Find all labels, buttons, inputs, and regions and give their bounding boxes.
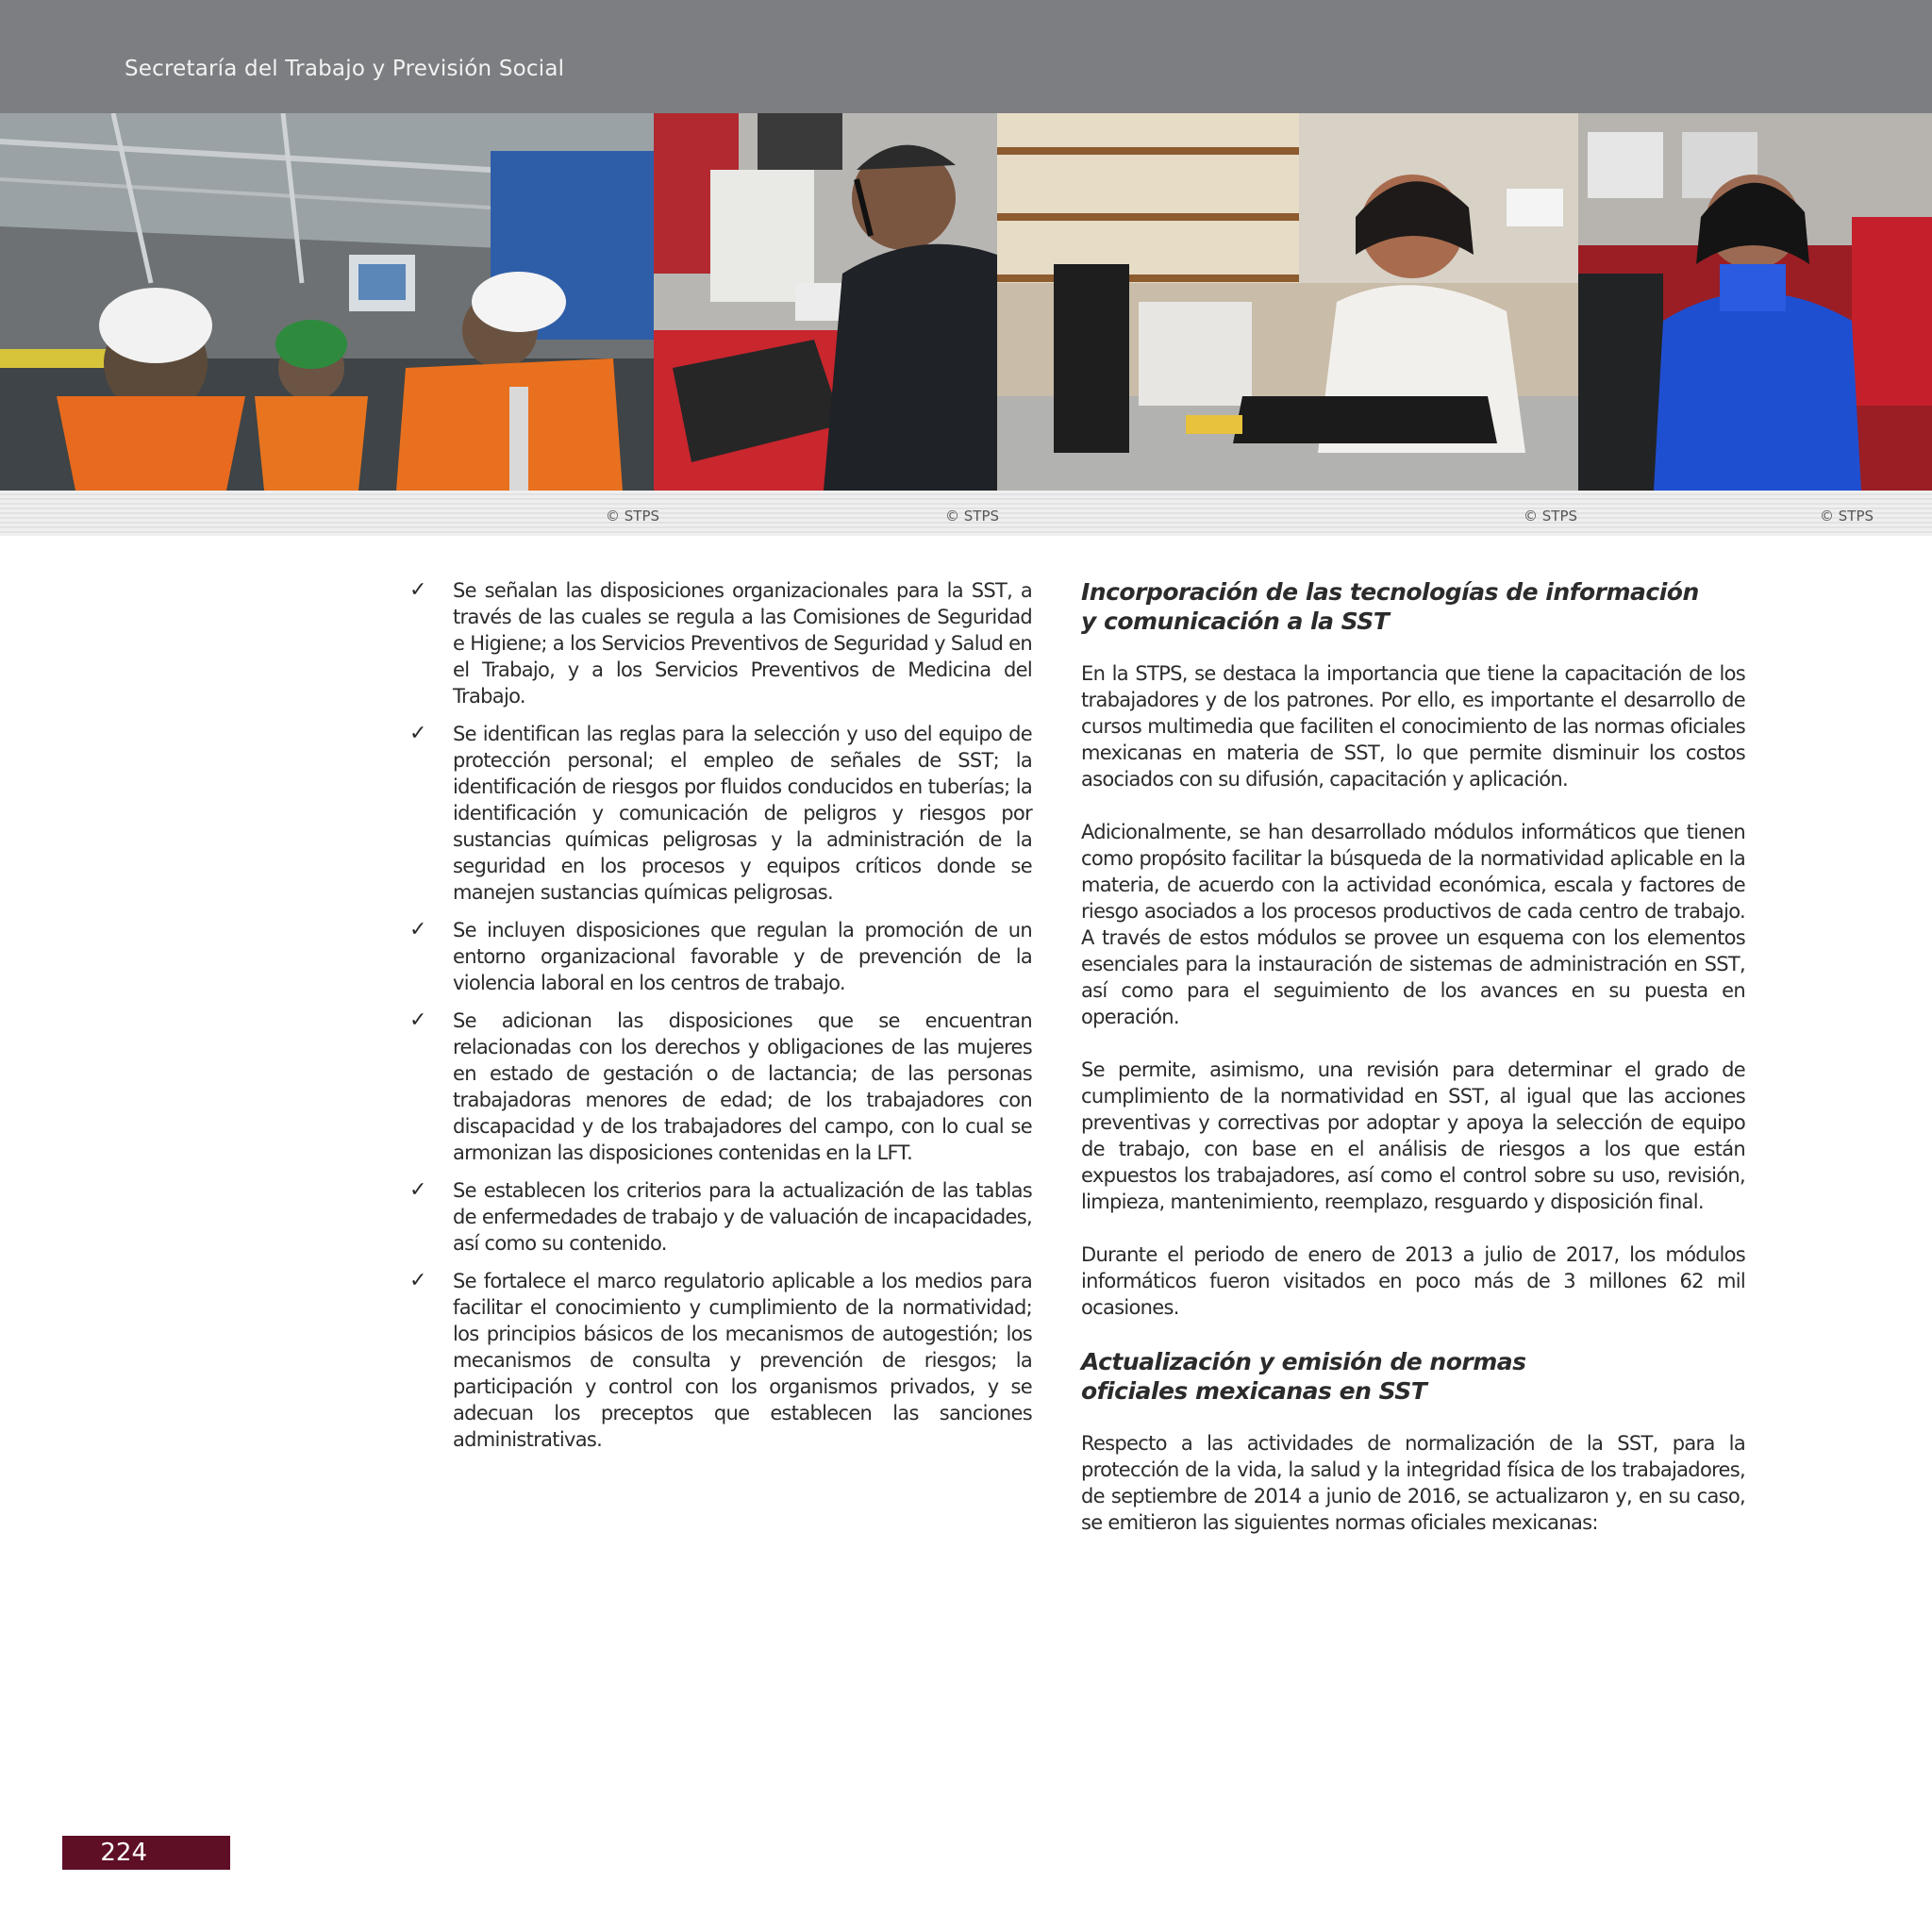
check-mark-icon: ✓ (409, 918, 427, 941)
photo-workers-hardhats-image (0, 113, 654, 491)
check-mark-icon: ✓ (409, 1269, 427, 1292)
photo-woman-desk-image (997, 113, 1578, 491)
checklist-item (409, 1177, 1032, 1257)
photo-strip (0, 113, 1932, 491)
photo-workers-hardhats (0, 113, 654, 491)
photo-man-headset-image (654, 113, 997, 491)
checklist-item-text: Se establecen los criterios para la actualización de las tablas de enfermedades de trabajo y de valuación de incapacidades, así como su contenido. (453, 1179, 1032, 1255)
paragraph: Se permite, asimismo, una revisión para determinar el grado de cumplimiento de la normatividad en SST, al igual que las acciones preventivas y correctivas por adoptar y apoya la selección de equipo de trabajo, con base en el análisis de riesgos a los que están expuestos los trabajadores, así como el control sobre su uso, revisión, limpieza, mantenimiento, reemplazo, resguardo y disposición final. (1081, 1058, 1745, 1213)
photo-woman-desk (997, 113, 1578, 491)
checklist-item-text: Se incluyen disposiciones que regulan la promoción de un entorno organizacional favorable y de prevención de la violencia laboral en los centros de trabajo. (453, 919, 1032, 994)
photo-credit-1: © STPS (606, 508, 660, 525)
check-mark-icon: ✓ (409, 722, 427, 745)
photo-woman-blue (1578, 113, 1932, 491)
section-heading-norms-line1: Actualización y emisión de normas (1081, 1348, 1526, 1375)
page-number: 224 (100, 1839, 147, 1867)
header-title: Secretaría del Trabajo y Previsión Social (125, 57, 565, 81)
checklist-item (409, 1268, 1032, 1453)
photo-credit-3: © STPS (1524, 508, 1578, 525)
page-number-box (62, 1836, 230, 1870)
checklist-item (409, 1008, 1032, 1166)
checklist-item-text: Se identifican las reglas para la selección y uso del equipo de protección personal; el empleo de señales de SST; la identificación de riesgos por fluidos conducidos en tuberías; la identificación y comunicación de peligros y riesgos por sustancias químicas peligrosas y la administración de la seguridad en los procesos y equipos críticos donde se manejen sustancias químicas peligrosas. (453, 723, 1032, 904)
checklist-item (409, 917, 1032, 996)
photo-man-headset (654, 113, 997, 491)
section-heading-ict-line1: Incorporación de las tecnologías de información (1081, 578, 1699, 606)
photo-woman-blue-image (1578, 113, 1932, 491)
check-mark-icon: ✓ (409, 578, 427, 602)
section-heading-norms (1081, 1347, 1745, 1406)
photo-credit-4: © STPS (1820, 508, 1874, 525)
section-heading-ict (1081, 577, 1745, 636)
section-heading-ict-line2: y comunicación a la SST (1081, 608, 1390, 635)
paragraph: En la STPS, se destaca la importancia que tiene la capacitación de los trabajadores y de los patrones. Por ello, es importante el desarrollo de cursos multimedia que faciliten el conocimiento de las normas oficiales mexicanas en materia de SST, lo que permite disminuir los costos asociados con su difusión, capacitación y aplicación. (1081, 662, 1745, 791)
paragraph: Adicionalmente, se han desarrollado módulos informáticos que tienen como propósito facilitar la búsqueda de la normatividad aplicable en la materia, de acuerdo con la actividad económica, escala y factores de riesgo asociados a los procesos productivos de cada centro de trabajo. A través de estos módulos se provee un esquema con los elementos esenciales para la instauración de sistemas de administración en SST, así como para el seguimiento de los avances en su puesta en operación. (1081, 821, 1745, 1028)
paragraph: Durante el periodo de enero de 2013 a julio de 2017, los módulos informáticos fueron visitados en poco más de 3 millones 62 mil ocasiones. (1081, 1243, 1745, 1319)
check-mark-icon: ✓ (409, 1178, 427, 1202)
right-column (1081, 577, 1745, 1536)
paragraph: Respecto a las actividades de normalización de la SST, para la protección de la vida, la salud y la integridad física de los trabajadores, de septiembre de 2014 a junio de 2016, se actualizaron y, en su caso, se emitieron las siguientes normas oficiales mexicanas: (1081, 1432, 1745, 1534)
checklist (409, 577, 1032, 1464)
photo-credit-2: © STPS (945, 508, 1000, 525)
section-heading-norms-line2: oficiales mexicanas en SST (1081, 1377, 1427, 1405)
checklist-item (409, 577, 1032, 709)
checklist-item-text: Se fortalece el marco regulatorio aplicable a los medios para facilitar el conocimiento y cumplimiento de la normatividad; los principios básicos de los mecanismos de autogestión; los mecanismos de consulta y prevención de riesgos; la participación y control con los organismos privados, y se adecuan los preceptos que establecen las sanciones administrativas. (453, 1270, 1032, 1451)
check-mark-icon: ✓ (409, 1008, 427, 1032)
checklist-item-text: Se adicionan las disposiciones que se encuentran relacionadas con los derechos y obligaciones de las mujeres en estado de gestación o de lactancia; de las personas trabajadoras menores de edad; de los trabajadores con discapacidad y de los trabajadores del campo, con lo cual se armonizan las disposiciones contenidas en la LFT. (453, 1009, 1032, 1164)
checklist-item-text: Se señalan las disposiciones organizacionales para la SST, a través de las cuales se regula a las Comisiones de Seguridad e Higiene; a los Servicios Preventivos de Seguridad y Salud en el Trabajo, y a los Servicios Preventivos de Medicina del Trabajo. (453, 579, 1032, 708)
checklist-item (409, 721, 1032, 906)
